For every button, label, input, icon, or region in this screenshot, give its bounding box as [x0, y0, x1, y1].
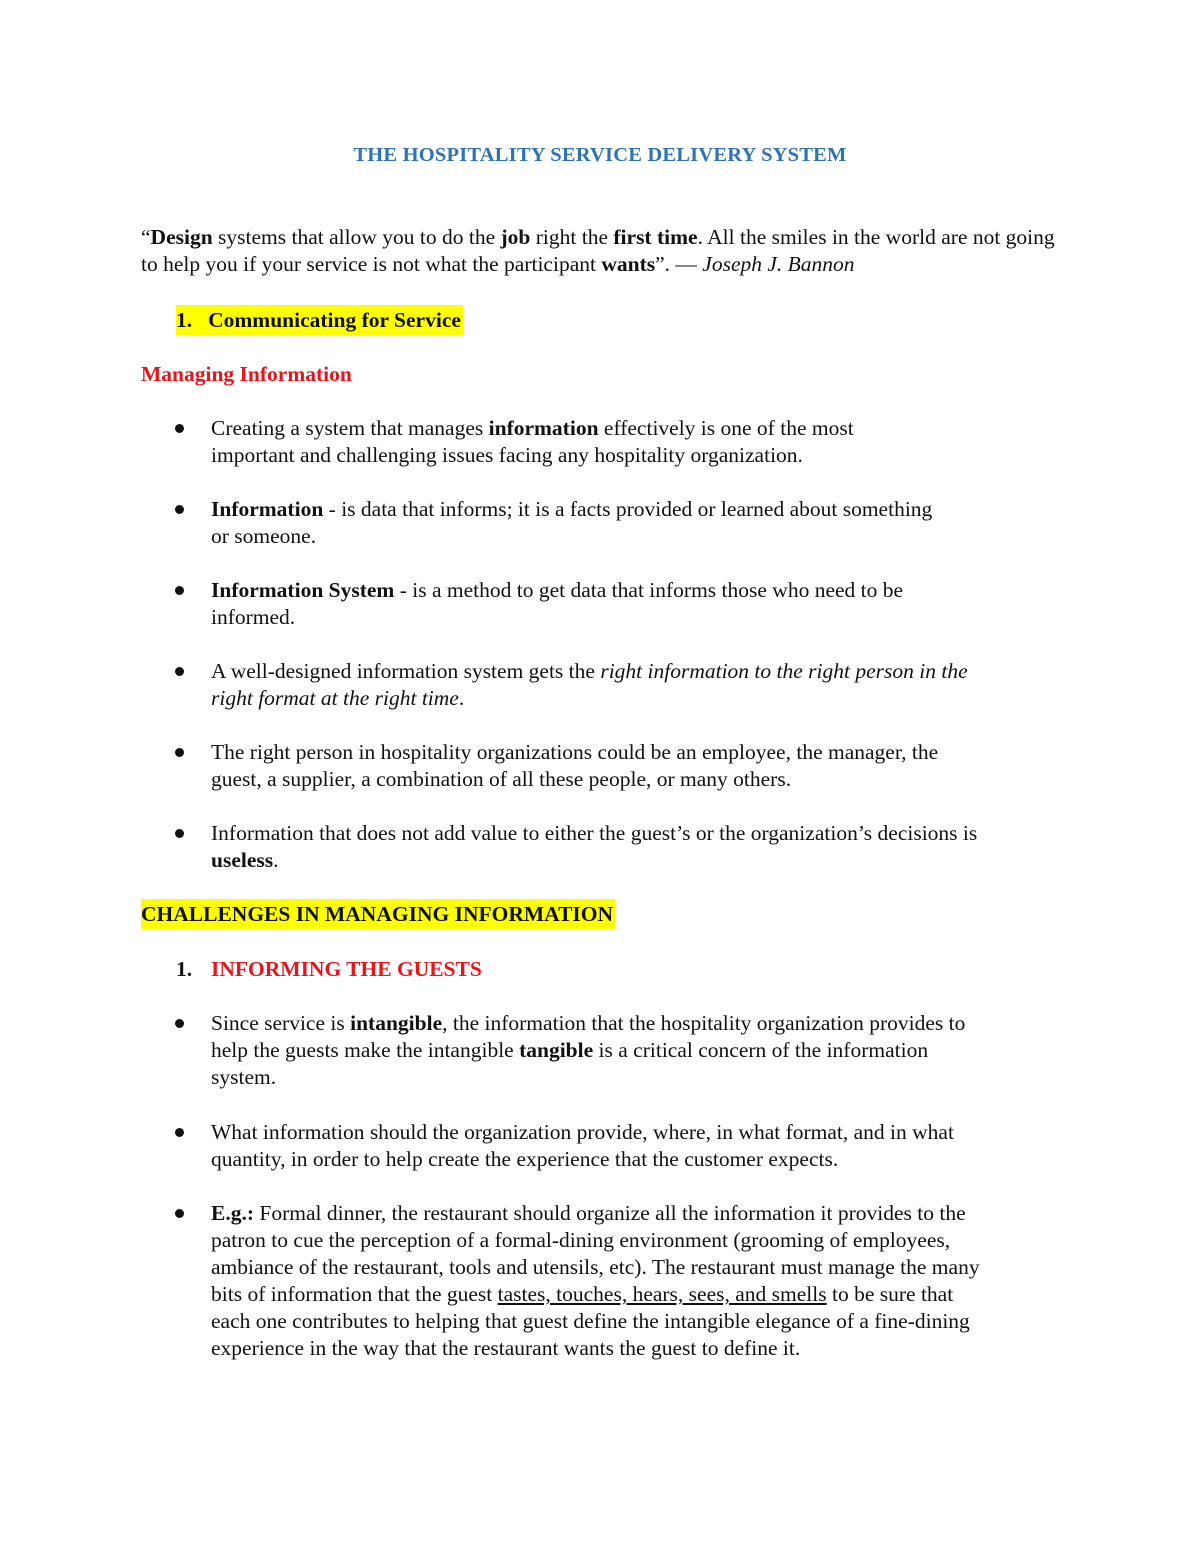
quote-mark: “	[141, 225, 151, 249]
quote-text: ”. —	[655, 252, 703, 276]
document-title: THE HOSPITALITY SERVICE DELIVERY SYSTEM	[353, 144, 847, 166]
item-text: Since service is	[211, 1011, 351, 1035]
item-text-line: informed.	[211, 605, 296, 629]
bullet-dot-icon	[175, 505, 184, 514]
challenges-heading-text: CHALLENGES IN MANAGING INFORMATION	[141, 899, 615, 929]
bullet-dot-icon	[175, 748, 184, 757]
bullet-dot-icon	[175, 667, 184, 676]
item-underlined: tastes, touches, hears, sees, and smells	[497, 1282, 827, 1306]
item-bold: tangible	[519, 1038, 594, 1062]
quote-text: . All the smiles in the world are not going to help you if your service is not what the participant	[141, 225, 1055, 276]
item-text-line: ambiance of the restaurant, tools and utensils, etc). The restaurant must manage the many	[211, 1255, 980, 1279]
item-text: bits of information that the guest	[211, 1282, 498, 1306]
bullet-dot-icon	[175, 829, 184, 838]
item-bold: E.g.:	[211, 1201, 254, 1225]
bullet-dot-icon	[175, 424, 184, 433]
item-text: A well-designed information system gets the	[211, 659, 601, 683]
item-text: Formal dinner, the restaurant should organize all the information it provides to the	[254, 1201, 966, 1225]
item-bold: Information System	[211, 578, 395, 602]
item-bold: intangible	[350, 1011, 443, 1035]
item-text: is a critical concern of the information	[593, 1038, 929, 1062]
item-bold: information	[488, 416, 599, 440]
section-number: 1.	[176, 305, 194, 335]
item-text: - is data that informs; it is a facts provided or learned about something	[323, 497, 933, 521]
quote-text: systems that allow you to do the	[212, 225, 501, 249]
item-text: effectively is one of the most	[598, 416, 854, 440]
item-text-line: Information that does not add value to either the guest’s or the organization’s decisions is	[211, 821, 978, 845]
list-item	[211, 1010, 1071, 1091]
bullet-dot-icon	[175, 1209, 184, 1218]
item-text: Creating a system that manages	[211, 416, 489, 440]
item-text-line: patron to cue the perception of a formal-dining environment (grooming of employees,	[211, 1228, 951, 1252]
item-italic: right information to the right person in the	[600, 659, 968, 683]
item-text-line: quantity, in order to help create the experience that the customer expects.	[211, 1147, 839, 1171]
bullet-dot-icon	[175, 1019, 184, 1028]
quote-author: Joseph J. Bannon	[702, 252, 855, 276]
item-text-line: The right person in hospitality organizations could be an employee, the manager, the	[211, 740, 939, 764]
item-text-line: or someone.	[211, 524, 317, 548]
item-text-line: important and challenging issues facing any hospitality organization.	[211, 443, 803, 467]
subsection-number: 1.	[176, 957, 193, 981]
list-item	[211, 577, 1071, 631]
item-text-line: guest, a supplier, a combination of all these people, or many others.	[211, 767, 792, 791]
bullet-dot-icon	[175, 1128, 184, 1137]
quote-text: right the	[530, 225, 614, 249]
list-item	[211, 1200, 1071, 1362]
item-text-line: experience in the way that the restaurant wants the guest to define it.	[211, 1336, 801, 1360]
item-text-line: system.	[211, 1065, 277, 1089]
quote-emphasis-job: job	[500, 225, 531, 249]
challenges-heading	[141, 901, 615, 928]
item-text: help the guests make the intangible	[211, 1038, 520, 1062]
list-item	[211, 739, 1071, 793]
item-text: .	[273, 848, 279, 872]
list-item	[211, 496, 1071, 550]
quote-emphasis-wants: wants	[601, 252, 656, 276]
item-bold: Information	[211, 497, 324, 521]
quote-emphasis-design: Design	[150, 225, 213, 249]
item-text: to be sure that	[826, 1282, 954, 1306]
item-italic: right format at the right time	[211, 686, 459, 710]
bullet-dot-icon	[175, 586, 184, 595]
item-text: .	[458, 686, 465, 710]
item-text-line: each one contributes to helping that guest define the intangible elegance of a fine-dining	[211, 1309, 970, 1333]
section-heading-communicating	[176, 307, 463, 334]
quote-emphasis-first-time: first time	[613, 225, 698, 249]
list-item	[211, 1119, 1071, 1173]
item-text-line: What information should the organization provide, where, in what format, and in what	[211, 1120, 954, 1144]
item-text: , the information that the hospitality organization provides to	[442, 1011, 966, 1035]
item-bold: useless	[211, 848, 274, 872]
item-text: - is a method to get data that informs those who need to be	[394, 578, 904, 602]
managing-information-heading: Managing Information	[141, 362, 352, 386]
section-label: Communicating for Service	[194, 305, 463, 335]
subsection-heading-informing-guests: INFORMING THE GUESTS	[211, 957, 482, 981]
epigraph-quote	[141, 224, 1071, 278]
list-item	[211, 415, 1071, 469]
list-item	[211, 820, 1071, 874]
list-item	[211, 658, 1071, 712]
